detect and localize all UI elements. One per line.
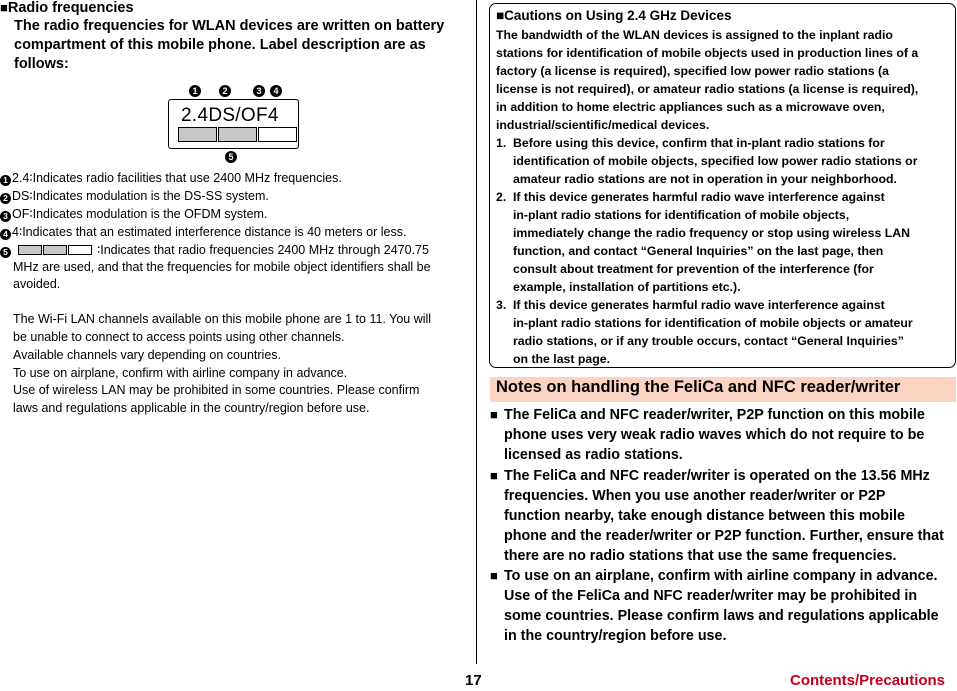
- cautions-intro-line: stations for identification of mobile objects used in production lines of a: [496, 46, 919, 60]
- marker-2-icon: 2: [219, 85, 231, 97]
- note-3-line: in the country/region before use.: [504, 628, 727, 644]
- battery-label-figure: [168, 80, 300, 170]
- caution-2-line: immediately change the radio frequency or stop using wireless LAN: [513, 226, 911, 240]
- note-1-line: phone uses very weak radio waves which do not require to be: [504, 427, 925, 443]
- label-item-4: 4 4∶Indicates that an estimated interference distance is 40 meters or less.: [0, 224, 406, 241]
- caution-2-line: function, and contact “General Inquiries” on the last page, then: [513, 244, 884, 258]
- label-item-3: 3 OF∶Indicates modulation is the OFDM system.: [0, 206, 267, 223]
- frequency-bar-icon: [18, 243, 93, 260]
- cautions-intro-line: license is not required), or amateur radio stations (a license is required),: [496, 82, 919, 96]
- marker-5-icon: 5: [225, 151, 237, 163]
- column-divider: [476, 0, 477, 664]
- square-bullet-icon: [490, 466, 498, 486]
- cautions-intro-line: The bandwidth of the WLAN devices is assigned to the inplant radio: [496, 28, 893, 42]
- cautions-intro-line: industrial/scientific/medical devices.: [496, 118, 710, 132]
- cautions-box: [489, 3, 956, 368]
- frequency-cell-avoided: [258, 127, 297, 142]
- caution-2-line: in-plant radio stations for identification of mobile objects,: [513, 208, 850, 222]
- frequency-cell-used: [218, 127, 257, 142]
- note-3-line: Use of the FeliCa and NFC reader/writer may be prohibited in: [504, 588, 918, 604]
- marker-3-icon: 3: [253, 85, 265, 97]
- caution-number: 2.: [496, 190, 507, 204]
- radio-frequencies-heading: ■ Radio frequencies: [0, 0, 134, 17]
- caution-3-line: in-plant radio stations for identification of mobile objects or amateur: [513, 316, 913, 330]
- square-bullet-icon: [0, 0, 8, 15]
- caution-number: 1.: [496, 136, 507, 150]
- prohibited-text: Use of wireless LAN may be prohibited in some countries. Please confirm: [13, 383, 420, 397]
- caution-1-line: identification of mobile objects, specified low power radio stations or: [513, 154, 918, 168]
- number-4-icon: 4: [0, 229, 11, 240]
- prohibited-text: laws and regulations applicable in the country/region before use.: [13, 401, 370, 415]
- frequency-cell-used: [178, 127, 217, 142]
- square-bullet-icon: [490, 405, 498, 425]
- number-3-icon: 3: [0, 211, 11, 222]
- caution-number: 3.: [496, 298, 507, 312]
- note-3-line: To use on an airplane, confirm with airline company in advance.: [504, 568, 938, 584]
- cautions-title: ■ Cautions on Using 2.4 GHz Devices: [496, 8, 731, 23]
- caution-2-line: example, installation of partitions etc.).: [513, 280, 741, 294]
- cautions-intro-line: in addition to home electric appliances such as a microwave oven,: [496, 100, 885, 114]
- label-item-5-cont: avoided.: [13, 277, 61, 291]
- page-number: 17: [465, 672, 482, 689]
- label-item-2: 2 DS∶Indicates modulation is the DS-SS system.: [0, 188, 269, 205]
- note-1-line: licensed as radio stations.: [504, 447, 683, 463]
- number-2-icon: 2: [0, 193, 11, 204]
- note-2-line: phone and the reader/writer or P2P function. Further, ensure that: [504, 528, 944, 544]
- label-item-5: 5 ∶Indicates that radio frequencies 2400 MHz through 2470.75: [0, 242, 429, 260]
- label-code: 2.4DS/OF4: [181, 105, 279, 126]
- countries-text: Available channels vary depending on countries.: [13, 348, 282, 362]
- square-bullet-icon: [496, 8, 504, 23]
- airplane-text: To use on airplane, confirm with airline company in advance.: [13, 366, 348, 380]
- caution-1-line: amateur radio stations are not in operation in your neighborhood.: [513, 172, 897, 186]
- note-2-line: function nearby, take enough distance between this mobile: [504, 508, 905, 524]
- note-2-line: there are no radio stations that use the same frequencies.: [504, 548, 897, 564]
- square-bullet-icon: [490, 566, 498, 586]
- caution-3-line: on the last page.: [513, 352, 611, 366]
- caution-3-line: radio stations, or if any trouble occurs, contact “General Inquiries”: [513, 334, 904, 348]
- label-item-5-cont: MHz are used, and that the frequencies for mobile object identifiers shall be: [13, 260, 431, 274]
- contents-precautions-link[interactable]: Contents/Precautions: [790, 672, 946, 689]
- note-3-line: some countries. Please confirm laws and regulations applicable: [504, 608, 939, 624]
- marker-1-icon: 1: [189, 85, 201, 97]
- caution-3-line: If this device generates harmful radio wave interference against: [513, 298, 885, 312]
- frequency-bar: [178, 127, 298, 145]
- number-1-icon: 1: [0, 175, 11, 186]
- caution-2-line: If this device generates harmful radio wave interference against: [513, 190, 885, 204]
- radio-frequencies-intro: The radio frequencies for WLAN devices are written on battery compartment of this mobile phone. Label description are as follows:: [14, 18, 445, 72]
- notes-heading-bar: [490, 377, 956, 402]
- wifi-channels-text: The Wi-Fi LAN channels available on this mobile phone are 1 to 11. You will: [13, 312, 432, 326]
- note-2-line: frequencies. When you use another reader/writer or P2P: [504, 488, 886, 504]
- wifi-channels-text: be unable to connect to access points using other channels.: [13, 330, 345, 344]
- label-item-1: 1 2.4∶Indicates radio facilities that use 2400 MHz frequencies.: [0, 170, 342, 187]
- label-box: [168, 99, 299, 149]
- note-2-line: The FeliCa and NFC reader/writer is operated on the 13.56 MHz: [504, 468, 930, 484]
- cautions-intro-line: factory (a license is required), specified low power radio stations (a: [496, 64, 889, 78]
- number-5-icon: 5: [0, 247, 11, 258]
- caution-2-line: consult about treatment for prevention of the interference (for: [513, 262, 874, 276]
- note-1-line: The FeliCa and NFC reader/writer, P2P function on this mobile: [504, 407, 925, 423]
- marker-4-icon: 4: [270, 85, 282, 97]
- caution-1-line: Before using this device, confirm that in-plant radio stations for: [513, 136, 885, 150]
- notes-heading: Notes on handling the FeliCa and NFC reader/writer: [496, 378, 901, 396]
